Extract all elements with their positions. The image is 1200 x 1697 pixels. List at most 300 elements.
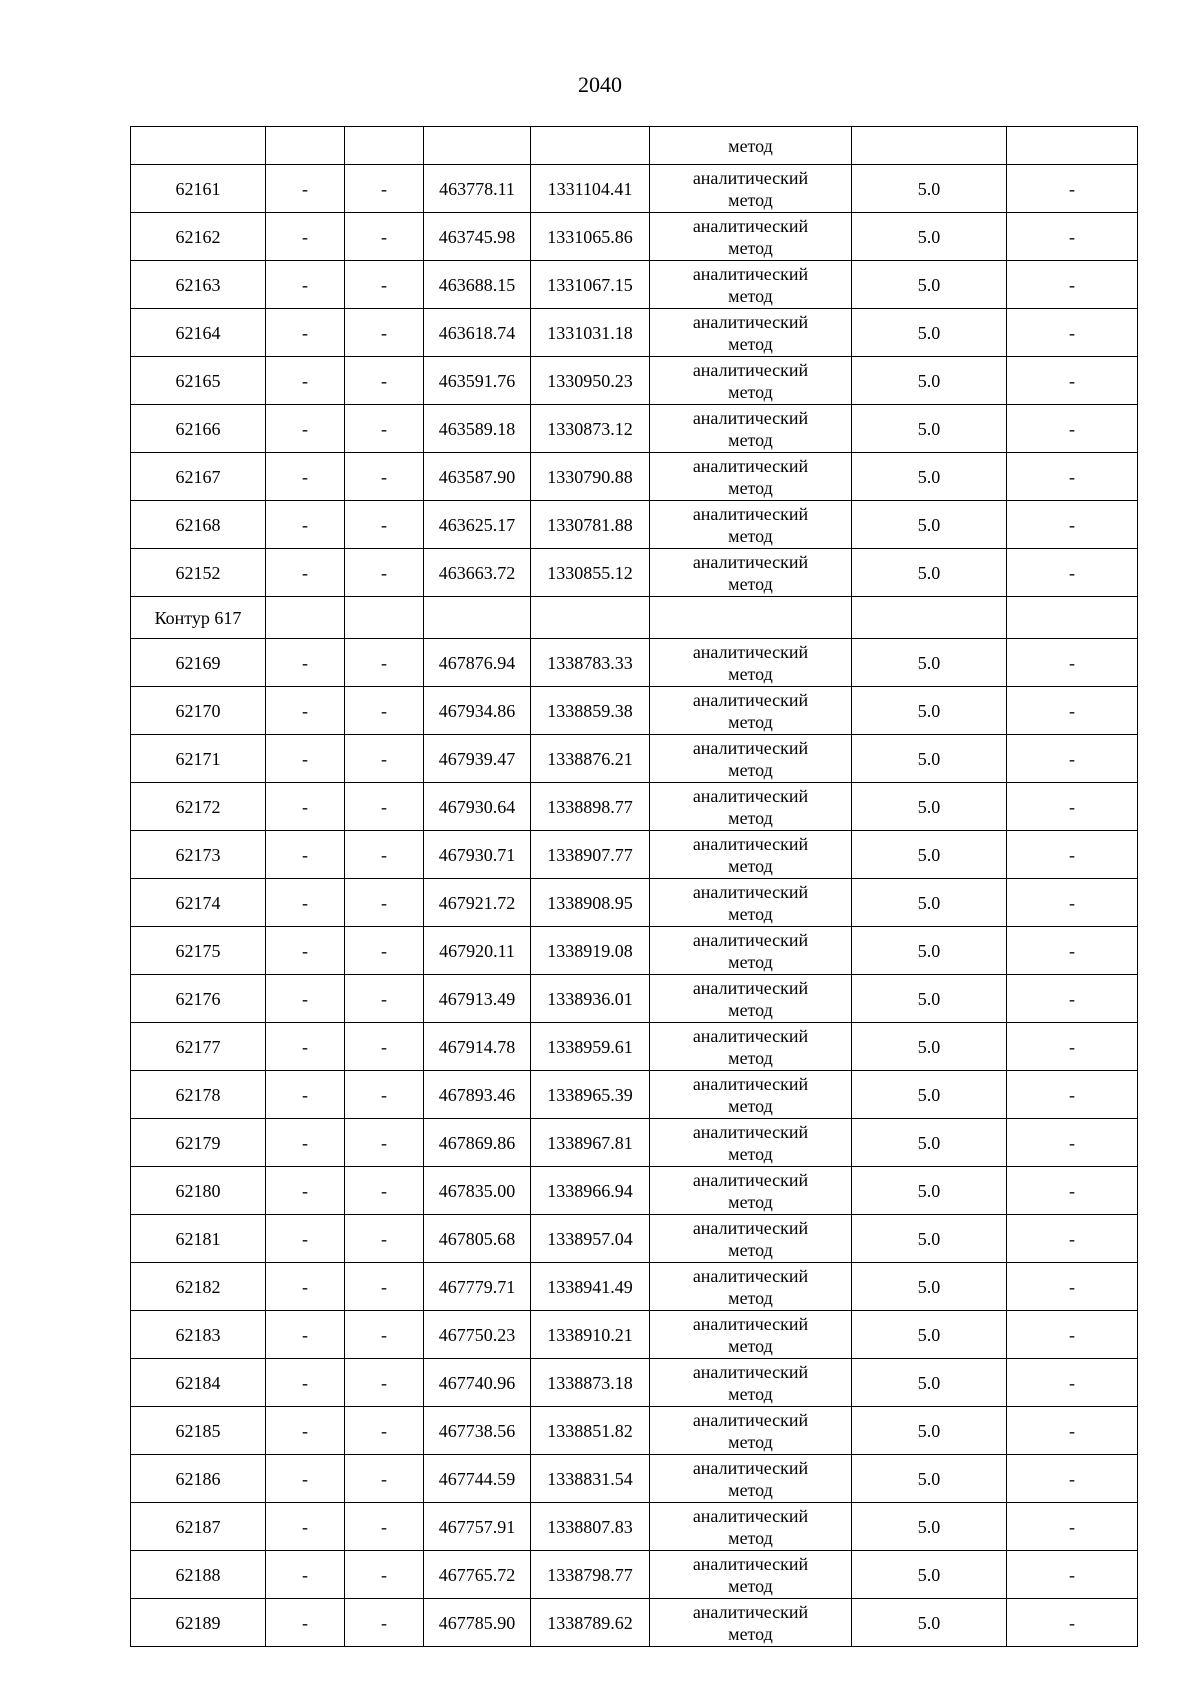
table-row [131,639,1138,687]
dash-cell: - [1007,975,1138,1023]
y-coordinate-cell: 1330781.88 [531,501,650,549]
table-row [131,735,1138,783]
method-line: аналитический [692,1553,809,1574]
dash-cell: - [1007,1215,1138,1263]
method-cell [650,879,852,927]
accuracy-cell: 5.0 [852,1167,1007,1215]
dash-cell: - [266,549,345,597]
point-id-cell: 62161 [131,165,266,213]
accuracy-cell: 5.0 [852,501,1007,549]
table-row [131,501,1138,549]
x-coordinate-cell: 467869.86 [424,1119,531,1167]
x-coordinate-cell: 467930.64 [424,783,531,831]
dash-cell: - [266,1503,345,1551]
x-coordinate-cell: 463589.18 [424,405,531,453]
dash-cell: - [345,1359,424,1407]
method-line: аналитический [692,1217,809,1238]
table-row [131,831,1138,879]
coordinates-table [130,126,1138,1647]
point-id-cell: 62163 [131,261,266,309]
dash-cell: - [345,1551,424,1599]
dash-cell: - [266,501,345,549]
table-cell [424,597,531,639]
accuracy-cell: 5.0 [852,213,1007,261]
point-id-cell: 62166 [131,405,266,453]
method-line: аналитический [692,1169,809,1190]
method-line: метод [728,711,773,732]
table-cell [424,127,531,165]
table-row [131,1263,1138,1311]
table-row [131,213,1138,261]
y-coordinate-cell: 1331065.86 [531,213,650,261]
method-line: аналитический [692,1265,809,1286]
y-coordinate-cell: 1330790.88 [531,453,650,501]
y-coordinate-cell: 1338959.61 [531,1023,650,1071]
method-line: метод [728,525,773,546]
method-line: метод [728,663,773,684]
dash-cell: - [345,1599,424,1647]
method-line: метод [728,1095,773,1116]
table-row [131,1359,1138,1407]
x-coordinate-cell: 467765.72 [424,1551,531,1599]
x-coordinate-cell: 467930.71 [424,831,531,879]
point-id-cell: 62170 [131,687,266,735]
dash-cell: - [266,1263,345,1311]
section-row [131,597,1138,639]
table-cell [345,127,424,165]
accuracy-cell: 5.0 [852,1407,1007,1455]
continuation-row [131,127,1138,165]
x-coordinate-cell: 467750.23 [424,1311,531,1359]
y-coordinate-cell: 1331104.41 [531,165,650,213]
accuracy-cell: 5.0 [852,1599,1007,1647]
dash-cell: - [1007,1599,1138,1647]
method-cell [650,1503,852,1551]
x-coordinate-cell: 467757.91 [424,1503,531,1551]
method-line: аналитический [692,1025,809,1046]
x-coordinate-cell: 467779.71 [424,1263,531,1311]
dash-cell: - [266,1359,345,1407]
method-line: аналитический [692,641,809,662]
dash-cell: - [266,927,345,975]
method-line: аналитический [692,311,809,332]
table-row [131,309,1138,357]
method-cell [650,927,852,975]
method-line: аналитический [692,1121,809,1142]
method-cell [650,1023,852,1071]
dash-cell: - [345,501,424,549]
method-cell [650,831,852,879]
dash-cell: - [345,879,424,927]
x-coordinate-cell: 463688.15 [424,261,531,309]
dash-cell: - [345,549,424,597]
dash-cell: - [345,1071,424,1119]
y-coordinate-cell: 1338831.54 [531,1455,650,1503]
method-line: метод [728,429,773,450]
x-coordinate-cell: 467738.56 [424,1407,531,1455]
accuracy-cell: 5.0 [852,927,1007,975]
dash-cell: - [345,687,424,735]
x-coordinate-cell: 463618.74 [424,309,531,357]
method-line: метод [728,1431,773,1452]
dash-cell: - [266,831,345,879]
point-id-cell: 62176 [131,975,266,1023]
table-cell [266,597,345,639]
method-cell [650,357,852,405]
dash-cell: - [266,1215,345,1263]
table-row [131,165,1138,213]
point-id-cell: 62185 [131,1407,266,1455]
accuracy-cell: 5.0 [852,165,1007,213]
dash-cell: - [1007,453,1138,501]
table-row [131,1599,1138,1647]
x-coordinate-cell: 463591.76 [424,357,531,405]
table-body [131,127,1138,1647]
method-cell [650,309,852,357]
method-line: метод [728,381,773,402]
dash-cell: - [266,1071,345,1119]
table-row [131,1407,1138,1455]
dash-cell: - [345,165,424,213]
accuracy-cell: 5.0 [852,1455,1007,1503]
dash-cell: - [1007,1167,1138,1215]
point-id-cell: 62186 [131,1455,266,1503]
dash-cell: - [266,687,345,735]
method-cell [650,1311,852,1359]
method-line: аналитический [692,1313,809,1334]
accuracy-cell: 5.0 [852,735,1007,783]
method-line: метод [728,999,773,1020]
table-cell [345,597,424,639]
point-id-cell: 62180 [131,1167,266,1215]
point-id-cell: 62169 [131,639,266,687]
x-coordinate-cell: 467835.00 [424,1167,531,1215]
x-coordinate-cell: 467913.49 [424,975,531,1023]
method-line: метод [728,333,773,354]
x-coordinate-cell: 467805.68 [424,1215,531,1263]
y-coordinate-cell: 1338965.39 [531,1071,650,1119]
dash-cell: - [266,165,345,213]
x-coordinate-cell: 463587.90 [424,453,531,501]
point-id-cell: 62182 [131,1263,266,1311]
table-row [131,1215,1138,1263]
x-coordinate-cell: 467914.78 [424,1023,531,1071]
dash-cell: - [1007,309,1138,357]
x-coordinate-cell: 463663.72 [424,549,531,597]
table-row [131,879,1138,927]
point-id-cell: 62181 [131,1215,266,1263]
dash-cell: - [1007,1503,1138,1551]
dash-cell: - [266,1119,345,1167]
dash-cell: - [1007,1551,1138,1599]
accuracy-cell: 5.0 [852,831,1007,879]
method-cell [650,1263,852,1311]
method-line: метод [728,1047,773,1068]
method-cell [650,1071,852,1119]
method-line: аналитический [692,1409,809,1430]
dash-cell: - [345,1263,424,1311]
method-line: аналитический [692,1361,809,1382]
dash-cell: - [1007,1071,1138,1119]
table-cell [852,597,1007,639]
y-coordinate-cell: 1338907.77 [531,831,650,879]
dash-cell: - [345,453,424,501]
y-coordinate-cell: 1338898.77 [531,783,650,831]
method-line: аналитический [692,503,809,524]
dash-cell: - [266,1167,345,1215]
dash-cell: - [345,831,424,879]
y-coordinate-cell: 1338783.33 [531,639,650,687]
table-cell [1007,127,1138,165]
method-cell [650,1407,852,1455]
point-id-cell: 62165 [131,357,266,405]
dash-cell: - [1007,213,1138,261]
y-coordinate-cell: 1338919.08 [531,927,650,975]
method-cell [650,687,852,735]
dash-cell: - [345,1215,424,1263]
method-line: аналитический [692,167,809,188]
method-line: аналитический [692,359,809,380]
accuracy-cell: 5.0 [852,357,1007,405]
method-line: метод [728,1479,773,1500]
dash-cell: - [266,975,345,1023]
x-coordinate-cell: 467744.59 [424,1455,531,1503]
y-coordinate-cell: 1338798.77 [531,1551,650,1599]
method-line: аналитический [692,881,809,902]
dash-cell: - [1007,261,1138,309]
dash-cell: - [266,1599,345,1647]
dash-cell: - [1007,1119,1138,1167]
table-cell [266,127,345,165]
dash-cell: - [1007,1311,1138,1359]
method-cell [650,261,852,309]
method-cell [650,165,852,213]
point-id-cell: 62171 [131,735,266,783]
dash-cell: - [266,1311,345,1359]
x-coordinate-cell: 467876.94 [424,639,531,687]
dash-cell: - [1007,783,1138,831]
y-coordinate-cell: 1338789.62 [531,1599,650,1647]
y-coordinate-cell: 1338873.18 [531,1359,650,1407]
accuracy-cell: 5.0 [852,309,1007,357]
accuracy-cell: 5.0 [852,261,1007,309]
table-cell [1007,597,1138,639]
dash-cell: - [345,213,424,261]
x-coordinate-cell: 467934.86 [424,687,531,735]
dash-cell: - [345,639,424,687]
method-line: метод [728,237,773,258]
y-coordinate-cell: 1338957.04 [531,1215,650,1263]
method-line: метод [728,1623,773,1644]
method-line: метод [728,573,773,594]
point-id-cell: 62175 [131,927,266,975]
method-cell [650,639,852,687]
method-cell [650,1599,852,1647]
point-id-cell: 62189 [131,1599,266,1647]
method-line: метод [728,1527,773,1548]
y-coordinate-cell: 1338908.95 [531,879,650,927]
method-line: метод [728,903,773,924]
dash-cell: - [266,879,345,927]
accuracy-cell: 5.0 [852,1311,1007,1359]
dash-cell: - [266,1407,345,1455]
dash-cell: - [1007,735,1138,783]
x-coordinate-cell: 463745.98 [424,213,531,261]
table-row [131,357,1138,405]
table-row [131,549,1138,597]
table-row [131,783,1138,831]
dash-cell: - [345,927,424,975]
y-coordinate-cell: 1338851.82 [531,1407,650,1455]
point-id-cell: 62188 [131,1551,266,1599]
dash-cell: - [345,1167,424,1215]
x-coordinate-cell: 463778.11 [424,165,531,213]
method-line: метод [728,1335,773,1356]
accuracy-cell: 5.0 [852,783,1007,831]
table-row [131,1455,1138,1503]
dash-cell: - [266,1455,345,1503]
y-coordinate-cell: 1331031.18 [531,309,650,357]
dash-cell: - [345,261,424,309]
method-cell: метод [650,127,852,165]
method-line: метод [728,1239,773,1260]
x-coordinate-cell: 467939.47 [424,735,531,783]
dash-cell: - [266,639,345,687]
dash-cell: - [1007,1407,1138,1455]
table-row [131,1503,1138,1551]
method-line: метод [728,189,773,210]
method-line: метод [728,855,773,876]
method-cell [650,1455,852,1503]
x-coordinate-cell: 463625.17 [424,501,531,549]
dash-cell: - [1007,927,1138,975]
method-line: аналитический [692,785,809,806]
dash-cell: - [266,783,345,831]
dash-cell: - [1007,1359,1138,1407]
y-coordinate-cell: 1338967.81 [531,1119,650,1167]
method-line: аналитический [692,1505,809,1526]
method-line: метод [728,1143,773,1164]
method-line: аналитический [692,833,809,854]
y-coordinate-cell: 1338807.83 [531,1503,650,1551]
method-line: метод [728,1191,773,1212]
point-id-cell: 62162 [131,213,266,261]
accuracy-cell: 5.0 [852,687,1007,735]
dash-cell: - [1007,831,1138,879]
dash-cell: - [345,1023,424,1071]
dash-cell: - [345,1455,424,1503]
accuracy-cell: 5.0 [852,1551,1007,1599]
method-cell [650,1359,852,1407]
y-coordinate-cell: 1330855.12 [531,549,650,597]
page-number: 2040 [578,72,622,97]
dash-cell: - [345,1311,424,1359]
point-id-cell: 62183 [131,1311,266,1359]
accuracy-cell: 5.0 [852,1119,1007,1167]
x-coordinate-cell: 467920.11 [424,927,531,975]
accuracy-cell: 5.0 [852,1263,1007,1311]
accuracy-cell: 5.0 [852,549,1007,597]
method-cell [650,1119,852,1167]
method-line: аналитический [692,689,809,710]
section-label: Контур 617 [131,597,266,639]
table-row [131,1311,1138,1359]
x-coordinate-cell: 467785.90 [424,1599,531,1647]
method-line: аналитический [692,977,809,998]
dash-cell: - [345,309,424,357]
accuracy-cell: 5.0 [852,879,1007,927]
y-coordinate-cell: 1338859.38 [531,687,650,735]
y-coordinate-cell: 1338936.01 [531,975,650,1023]
y-coordinate-cell: 1330950.23 [531,357,650,405]
method-line: метод [728,807,773,828]
dash-cell: - [1007,549,1138,597]
method-line: аналитический [692,1073,809,1094]
method-line: метод [728,951,773,972]
method-line: аналитический [692,1457,809,1478]
method-cell [650,405,852,453]
point-id-cell: 62184 [131,1359,266,1407]
method-line: метод [728,1287,773,1308]
point-id-cell: 62179 [131,1119,266,1167]
y-coordinate-cell: 1338910.21 [531,1311,650,1359]
table-row [131,1551,1138,1599]
dash-cell: - [1007,405,1138,453]
table-row [131,1167,1138,1215]
dash-cell: - [1007,357,1138,405]
dash-cell: - [1007,639,1138,687]
method-line: аналитический [692,455,809,476]
method-cell [650,1551,852,1599]
dash-cell: - [1007,1455,1138,1503]
point-id-cell: 62164 [131,309,266,357]
method-cell [650,1215,852,1263]
dash-cell: - [1007,879,1138,927]
dash-cell: - [1007,687,1138,735]
point-id-cell: 62168 [131,501,266,549]
point-id-cell: 62187 [131,1503,266,1551]
dash-cell: - [345,975,424,1023]
dash-cell: - [345,735,424,783]
x-coordinate-cell: 467921.72 [424,879,531,927]
accuracy-cell: 5.0 [852,1503,1007,1551]
x-coordinate-cell: 467740.96 [424,1359,531,1407]
dash-cell: - [266,261,345,309]
dash-cell: - [345,405,424,453]
table-row [131,453,1138,501]
point-id-cell: 62173 [131,831,266,879]
method-line: аналитический [692,1601,809,1622]
method-line: аналитический [692,407,809,428]
y-coordinate-cell: 1330873.12 [531,405,650,453]
table-row [131,975,1138,1023]
method-line: аналитический [692,929,809,950]
method-cell [650,501,852,549]
table-row [131,1071,1138,1119]
dash-cell: - [345,783,424,831]
method-cell [650,549,852,597]
accuracy-cell: 5.0 [852,453,1007,501]
method-cell [650,735,852,783]
accuracy-cell: 5.0 [852,639,1007,687]
dash-cell: - [345,1503,424,1551]
accuracy-cell: 5.0 [852,1071,1007,1119]
y-coordinate-cell: 1338941.49 [531,1263,650,1311]
dash-cell: - [266,735,345,783]
dash-cell: - [345,1407,424,1455]
method-line: метод [728,477,773,498]
table-row [131,261,1138,309]
